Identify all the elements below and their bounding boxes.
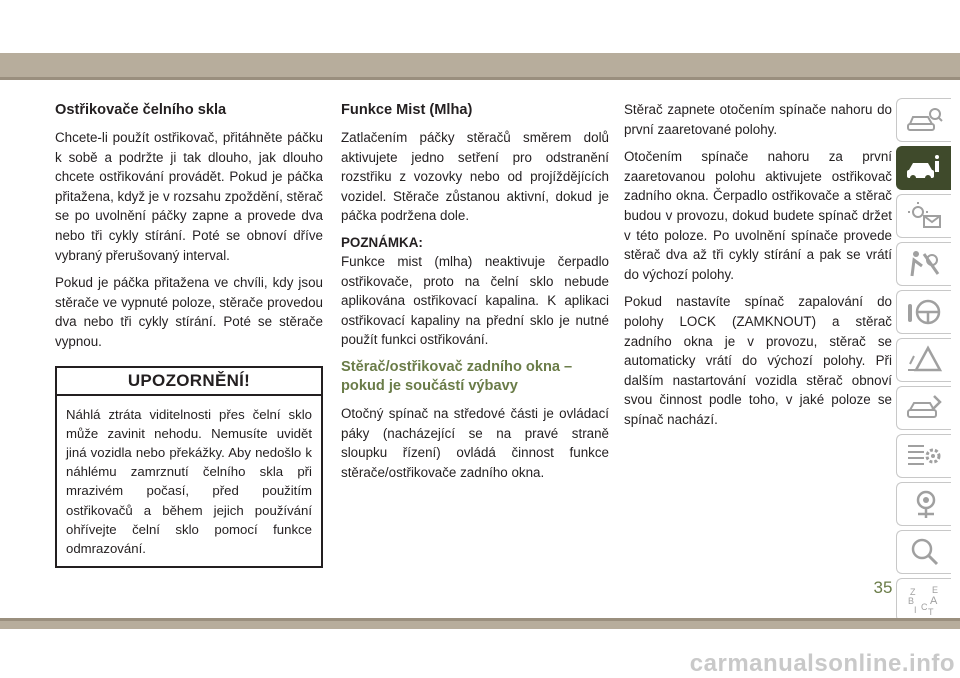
tab-emergency[interactable]	[896, 338, 951, 382]
note-title: POZNÁMKA:	[341, 234, 423, 250]
svg-text:B: B	[908, 596, 915, 606]
paragraph: Pokud je páčka přitažena ve chvíli, kdy jsou stěrače ve vypnuté poloze, stěrače provedou dva nebo tři cykly stírání. Poté se stěrače vypnou.	[55, 275, 323, 349]
header-band-line	[0, 77, 960, 80]
tab-warning-lights[interactable]	[896, 194, 951, 238]
tab-safety[interactable]	[896, 242, 951, 286]
column-2	[341, 100, 609, 490]
specifications-gear-icon	[904, 440, 944, 472]
tab-specifications[interactable]	[896, 434, 951, 478]
section-heading-washers: Ostřikovače čelního skla	[55, 102, 227, 118]
svg-text:A: A	[930, 595, 938, 607]
tab-service[interactable]	[896, 386, 951, 430]
page-number: 35	[873, 578, 893, 597]
multimedia-icon	[904, 488, 944, 520]
svg-text:E: E	[932, 585, 939, 595]
car-service-icon	[904, 392, 944, 424]
tab-index[interactable]	[896, 578, 951, 622]
svg-text:I: I	[914, 605, 917, 615]
svg-text:C: C	[921, 602, 928, 612]
section-heading-mist: Funkce Mist (Mlha)	[341, 102, 473, 118]
paragraph: Otočením spínače nahoru za první zaaretovanou polohu aktivujete ostřikovač zadního okna. Čerpadlo ostřikovače a stěrač budou v provozu, dokud budete spínač držet v této poloze. Po uvolnění spínače provede stěrač dva až tři cykly stírání a pak se vrátí do výchozí polohy.	[624, 149, 892, 282]
chapter-tabs	[896, 98, 960, 626]
roadside-warning-icon	[904, 344, 944, 376]
index-letters-icon	[904, 584, 944, 616]
column-1	[55, 100, 323, 568]
warning-lights-icon	[904, 200, 944, 232]
steering-wheel-icon	[904, 296, 944, 328]
warning-text: Náhlá ztráta viditelnosti přes čelní sklo může zavinit nehodu. Nemusíte uvidět jiná vozidla nebo překážky. Aby nedošlo k náhlému zamrznutí čelního skla při mrazivém počasí, před použitím ostřikovačů a během jejich používání ohřívejte čelní sklo pomocí funkce odmrazování.	[66, 406, 312, 556]
paragraph: Chcete-li použít ostřikovač, přitáhněte páčku k sobě a podržte ji tak dlouho, jak dlouho chcete ostřikování provádět. Pokud je páčka přitažena, když je v rozsahu zpoždění, stěrač se po uvolnění páčky zapne a provede dva nebo tři cykly stírání. Poté se obnoví dříve vybraný přerušovaný interval.	[55, 130, 323, 263]
paragraph: Zatlačením páčky stěračů směrem dolů aktivujete jedno setření pro odstranění rozstřiku z vozovky nebo od projíždějících vozidel. Stěrače zůstanou aktivní, dokud je páčka podržena dole.	[341, 130, 609, 224]
tab-car-info[interactable]	[896, 146, 951, 190]
car-info-icon	[904, 152, 944, 184]
paragraph: Pokud nastavíte spínač zapalování do polohy LOCK (ZAMKNOUT) a stěrač zadního okna je v provozu, stěrač se automaticky vrátí do výchozí polohy. Při dalším nastartování vozidla stěrač obnoví svou činnost podle toho, v jaké poloze se spínač nachází.	[624, 294, 892, 427]
car-search-icon	[904, 104, 944, 136]
column-3	[624, 100, 892, 438]
tab-car-search[interactable]	[896, 98, 951, 142]
svg-text:T: T	[928, 607, 934, 616]
svg-text:Z: Z	[910, 587, 916, 597]
tab-multimedia[interactable]	[896, 482, 951, 526]
header-band	[0, 53, 960, 77]
warning-title: UPOZORNĚNÍ!	[57, 368, 321, 396]
tab-starting-driving[interactable]	[896, 290, 951, 334]
footer-band	[0, 621, 960, 629]
note-text: Funkce mist (mlha) neaktivuje čerpadlo ostřikovače, proto na čelní sklo nebude aplikována ostřikovací kapalina. K aplikaci ostřikovací kapaliny na přední sklo je nutné použít funkci ostřikování.	[341, 253, 609, 348]
paragraph: Otočný spínač na středové části je ovládací páky (nacházející se na pravé straně sloupku řízení) ovládá činnost funkce stěrače/ostřikovače zadního okna.	[341, 405, 609, 480]
warning-box	[55, 366, 323, 569]
airbag-safety-icon	[904, 248, 944, 280]
search-icon	[904, 536, 944, 568]
paragraph: Stěrač zapnete otočením spínače nahoru do první zaaretované polohy.	[624, 102, 892, 137]
watermark: carmanualsonline.info	[689, 650, 955, 677]
tab-search[interactable]	[896, 530, 951, 574]
section-heading-rear-wiper: Stěrač/ostřikovač zadního okna – pokud je součástí výbavy	[341, 358, 573, 394]
